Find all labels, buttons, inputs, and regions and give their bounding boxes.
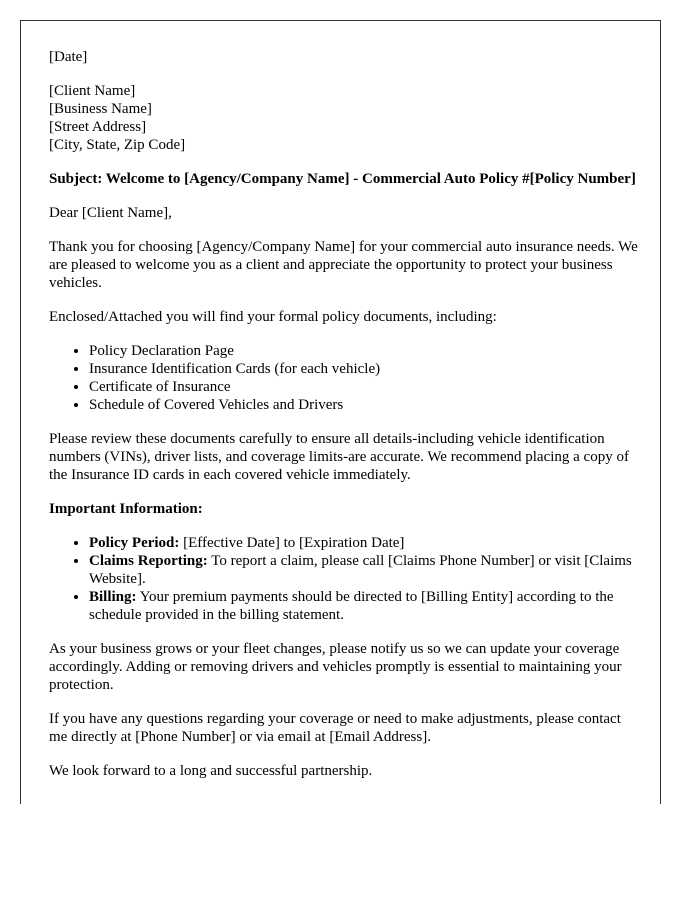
address-street: [Street Address] [49,119,147,135]
item-label: Billing: [89,589,137,605]
closing-paragraph: We look forward to a long and successful partnership. [49,763,373,779]
list-item: • Insurance Identification Cards (for each vehicle) [89,360,639,378]
recipient-address [49,82,639,154]
intro-paragraph: Thank you for choosing [Agency/Company Name] for your commercial auto insurance needs. We are pleased to welcome you as a client and appreciate the opportunity to protect your business vehicles. [49,239,638,291]
address-business-name: [Business Name] [49,101,152,117]
list-item [89,534,639,552]
item-text: Your premium payments should be directed to [Billing Entity] according to the schedule provided in the billing statement. [89,589,614,623]
documents-list [49,342,639,414]
salutation: Dear [Client Name], [49,205,172,221]
letter-date: [Date] [49,49,88,65]
important-list [49,534,639,624]
important-heading [49,500,639,518]
item-text: To report a claim, please call [Claims Phone Number] or visit [Claims Website]. [89,553,632,587]
letter-content [49,48,639,796]
address-client-name: [Client Name] [49,83,136,99]
list-item: • Certificate of Insurance [89,378,639,396]
item-label: Claims Reporting: [89,553,208,569]
important-heading-text: Important Information: [49,501,203,517]
item-label: Policy Period: [89,535,180,551]
letter-page [20,20,661,804]
enclosed-intro: Enclosed/Attached you will find your formal policy documents, including: [49,309,497,325]
questions-paragraph: If you have any questions regarding your coverage or need to make adjustments, please contact me directly at [Phone Number] or via email at [Email Address]. [49,711,621,745]
item-text: [Effective Date] to [Expiration Date] [179,535,405,551]
list-item: • Schedule of Covered Vehicles and Drivers [89,396,639,414]
growth-paragraph: As your business grows or your fleet changes, please notify us so we can update your coverage accordingly. Adding or removing drivers and vehicles promptly is essential to maintaining your protection. [49,641,622,693]
list-item: • Policy Declaration Page [89,342,639,360]
list-item [89,588,639,624]
list-item [89,552,639,588]
address-city-state-zip: [City, State, Zip Code] [49,137,186,153]
subject-text: Subject: Welcome to [Agency/Company Name] - Commercial Auto Policy #[Policy Number] [49,171,636,187]
review-paragraph: Please review these documents carefully to ensure all details-including vehicle identification numbers (VINs), driver lists, and coverage limits-are accurate. We recommend placing a copy of the Insurance ID cards in each covered vehicle immediately. [49,431,629,483]
letter-subject [49,170,639,188]
